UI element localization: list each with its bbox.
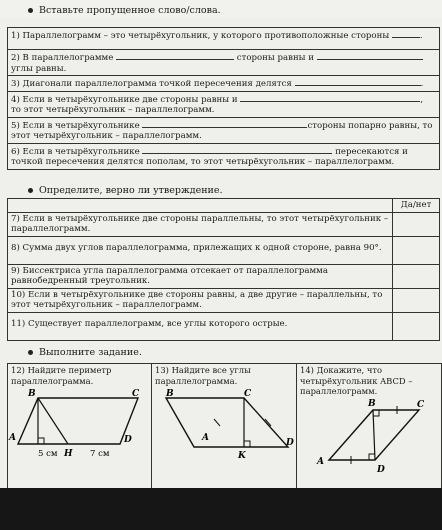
table-row: [8, 50, 440, 76]
label-c: C: [244, 389, 252, 399]
label-a: A: [9, 433, 16, 443]
bullet-icon: [28, 350, 33, 355]
row-text: .: [419, 31, 423, 41]
table-row: [8, 236, 440, 264]
statement-cell: 7) Если в четырёхугольнике две стороны параллельны, то этот четырёхугольник – параллелограмм.: [8, 212, 393, 236]
statement-cell: 10) Если в четырёхугольнике две стороны равны, а две другие – параллельны, то этот четырёхугольник – параллелограмм.: [8, 288, 393, 312]
bullet-icon: [28, 188, 33, 193]
statement-header: [8, 199, 393, 213]
statement-cell: 11) Существует параллелограмм, все углы которого острые.: [8, 312, 393, 340]
tasks-panel: [7, 363, 442, 489]
table-row: [8, 117, 440, 143]
dark-bottom-area: [0, 488, 442, 530]
answer-cell[interactable]: [393, 212, 440, 236]
row-text: стороны попарно равны, то: [307, 120, 433, 131]
label-b: B: [28, 389, 36, 399]
table-row: [8, 76, 440, 92]
top-strip: [0, 0, 442, 18]
quadrilateral-figure-14: [297, 398, 441, 488]
label-d: D: [124, 435, 132, 445]
length-ah: 5 см: [38, 449, 58, 459]
row-text: ,: [420, 94, 424, 105]
table-row: [8, 312, 440, 340]
task-13: [152, 364, 296, 489]
table-row: [8, 212, 440, 236]
true-false-table: [7, 198, 440, 341]
row-text: 3) Диагонали параллелограмма точкой пересечения делятся: [11, 79, 292, 89]
answer-cell[interactable]: [393, 236, 440, 264]
row-text: 6) Если в четырёхугольнике: [11, 146, 140, 157]
fill-in-table: [7, 27, 440, 170]
row-text: стороны равны и: [236, 53, 314, 63]
statement-cell: 9) Биссектриса угла параллелограмма отсекает от параллелограмма равнобедренный треугольник.: [8, 264, 393, 288]
table-row: [8, 143, 440, 169]
row-text: пересекаются и: [335, 146, 408, 157]
task-text: 12) Найдите периметр параллелограмма.: [11, 365, 112, 386]
label-b: B: [368, 399, 376, 409]
row-text: 4) Если в четырёхугольнике две стороны равны и: [11, 94, 238, 105]
answer-cell[interactable]: [393, 264, 440, 288]
answer-cell[interactable]: [393, 288, 440, 312]
answer-blank[interactable]: [240, 93, 420, 102]
label-d: D: [377, 465, 385, 475]
label-c: C: [417, 400, 425, 410]
row-text: 2) В параллелограмме: [11, 53, 114, 63]
parallelogram-figure-13: [152, 386, 296, 486]
row-text: 1) Параллелограмм – это четырёхугольник, у которого противоположные стороны: [11, 31, 390, 41]
instruction-true-false: [28, 185, 223, 196]
row-text: точкой пересечения делятся пополам, то этот четырёхугольник – параллелограмм.: [11, 157, 395, 167]
answer-blank[interactable]: [392, 29, 420, 38]
answer-header: Да/нет: [393, 199, 440, 213]
task-12: [8, 364, 151, 489]
row-text: этот четырёхугольник – параллелограмм.: [11, 131, 202, 141]
label-d: D: [286, 438, 294, 448]
label-b: B: [166, 389, 174, 399]
row-text: .: [420, 79, 424, 89]
instruction-text: Выполните задание.: [39, 347, 142, 358]
table-row: [8, 288, 440, 312]
label-k: K: [238, 451, 246, 461]
answer-blank[interactable]: [142, 119, 307, 128]
task-text: 14) Докажите, что четырёхугольник ABCD – параллелограмм.: [300, 365, 413, 396]
parallelogram-figure-12: [8, 386, 151, 486]
instruction-fill-in: [28, 5, 221, 16]
instruction-tasks: [28, 347, 142, 358]
label-c: C: [132, 389, 140, 399]
instruction-text: Определите, верно ли утверждение.: [39, 185, 223, 196]
answer-blank[interactable]: [142, 145, 332, 154]
table-header-row: [8, 199, 440, 213]
label-h: H: [64, 449, 73, 459]
instruction-text: Вставьте пропущенное слово/слова.: [39, 5, 221, 16]
table-row: [8, 91, 440, 117]
length-hd: 7 см: [90, 449, 110, 459]
label-a: A: [317, 457, 324, 467]
task-text: 13) Найдите все углы параллелограмма.: [155, 365, 251, 386]
task-14: [297, 364, 441, 489]
answer-blank[interactable]: [116, 51, 234, 60]
table-row: [8, 28, 440, 50]
answer-cell[interactable]: [393, 312, 440, 340]
table-row: [8, 264, 440, 288]
row-text: 5) Если в четырёхугольнике: [11, 120, 140, 131]
row-text: углы равны.: [11, 63, 67, 74]
statement-cell: 8) Сумма двух углов параллелограмма, прилежащих к одной стороне, равна 90°.: [8, 236, 393, 264]
row-text: то этот четырёхугольник – параллелограмм.: [11, 105, 215, 115]
label-a: A: [202, 433, 209, 443]
answer-blank[interactable]: [317, 51, 423, 60]
bullet-icon: [28, 8, 33, 13]
answer-blank[interactable]: [295, 77, 421, 86]
